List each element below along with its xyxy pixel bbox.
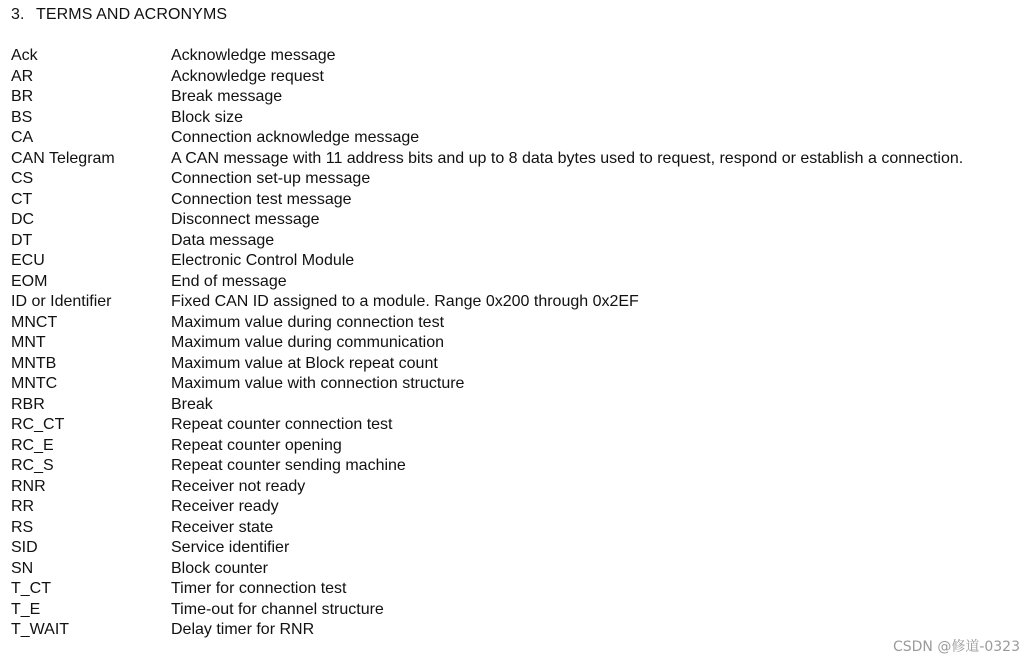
glossary-term: RR — [11, 498, 35, 515]
glossary-entry — [11, 620, 1011, 641]
glossary-term: RNR — [11, 477, 46, 495]
glossary-definition: Block counter — [171, 559, 268, 577]
glossary-definition: Connection set-up message — [171, 170, 371, 187]
glossary-term: RC_S — [11, 457, 54, 474]
glossary-term: T_E — [11, 600, 41, 618]
glossary-entry — [11, 67, 1011, 88]
glossary-term: MNT — [11, 334, 46, 351]
glossary-term: SN — [11, 559, 34, 577]
glossary-definition: Break message — [171, 88, 283, 105]
glossary-entry — [11, 518, 1011, 539]
glossary-term: Ack — [11, 47, 38, 64]
glossary-term: RC_CT — [11, 416, 65, 433]
glossary-definition: Connection acknowledge message — [171, 129, 420, 146]
glossary-term: DT — [11, 231, 33, 249]
glossary-definition: Repeat counter connection test — [171, 416, 393, 433]
glossary-entry — [11, 333, 1011, 354]
glossary-entry — [11, 600, 1011, 621]
glossary-definition: Fixed CAN ID assigned to a module. Range 0x200 through 0x2EF — [171, 293, 639, 310]
section-heading — [11, 5, 227, 25]
glossary-entry — [11, 559, 1011, 580]
section-number: 3. — [11, 6, 25, 23]
glossary-term: MNTC — [11, 375, 58, 392]
glossary-entry — [11, 579, 1011, 600]
glossary-entry — [11, 128, 1011, 149]
glossary-entry — [11, 108, 1011, 129]
glossary-definition: Timer for connection test — [171, 580, 347, 597]
glossary-term: CAN Telegram — [11, 149, 115, 167]
glossary-term: RC_E — [11, 436, 54, 454]
glossary-definition: Connection test message — [171, 190, 352, 208]
glossary-term: CT — [11, 190, 33, 208]
glossary-term: CA — [11, 129, 34, 146]
glossary-entry — [11, 149, 1011, 170]
glossary-entry — [11, 169, 1011, 190]
glossary-definition: Receiver not ready — [171, 477, 306, 495]
glossary-term: CS — [11, 170, 34, 187]
glossary-definition: Receiver ready — [171, 498, 279, 515]
glossary-definition: A CAN message with 11 address bits and up to 8 data bytes used to request, respond or establish a connection. — [171, 149, 964, 167]
glossary-definition: Repeat counter sending machine — [171, 457, 406, 474]
glossary-term: T_WAIT — [11, 621, 70, 638]
glossary-definition: End of message — [171, 272, 287, 290]
glossary-entry — [11, 292, 1011, 313]
glossary-term: EOM — [11, 272, 48, 290]
glossary-entry — [11, 313, 1011, 334]
glossary-entry — [11, 497, 1011, 518]
glossary-term: RS — [11, 518, 34, 536]
glossary-definition: Maximum value during connection test — [171, 313, 445, 331]
glossary-entry — [11, 251, 1011, 272]
glossary-definition: Maximum value during communication — [171, 334, 444, 351]
glossary-term: T_CT — [11, 580, 51, 597]
glossary-definition: Service identifier — [171, 539, 290, 556]
glossary-entry — [11, 538, 1011, 559]
glossary-entry — [11, 374, 1011, 395]
glossary-term: RBR — [11, 395, 45, 413]
glossary-term: ID or Identifier — [11, 293, 112, 310]
glossary-entry — [11, 436, 1011, 457]
glossary-entry — [11, 231, 1011, 252]
glossary-definition: Acknowledge request — [171, 67, 324, 85]
glossary-definition: Acknowledge message — [171, 47, 336, 64]
glossary-entry — [11, 456, 1011, 477]
glossary-list — [11, 46, 1011, 641]
glossary-term: MNTB — [11, 354, 57, 372]
glossary-definition: Disconnect message — [171, 211, 320, 228]
glossary-term: MNCT — [11, 313, 58, 331]
glossary-term: SID — [11, 539, 38, 556]
glossary-entry — [11, 87, 1011, 108]
glossary-term: AR — [11, 67, 34, 85]
glossary-entry — [11, 477, 1011, 498]
glossary-definition: Electronic Control Module — [171, 252, 355, 269]
glossary-entry — [11, 190, 1011, 211]
glossary-entry — [11, 272, 1011, 293]
glossary-term: DC — [11, 211, 35, 228]
glossary-entry — [11, 395, 1011, 416]
glossary-entry — [11, 415, 1011, 436]
glossary-entry — [11, 46, 1011, 67]
glossary-definition: Break — [171, 395, 213, 413]
glossary-definition: Delay timer for RNR — [171, 621, 315, 638]
glossary-entry — [11, 354, 1011, 375]
watermark: CSDN @修道-0323 — [892, 639, 1020, 655]
glossary-definition: Maximum value with connection structure — [171, 375, 465, 392]
glossary-definition: Maximum value at Block repeat count — [171, 354, 438, 372]
glossary-definition: Repeat counter opening — [171, 436, 342, 454]
glossary-definition: Block size — [171, 108, 244, 126]
glossary-definition: Time-out for channel structure — [171, 600, 384, 618]
glossary-entry — [11, 210, 1011, 231]
section-title: TERMS AND ACRONYMS — [36, 6, 228, 23]
glossary-term: BS — [11, 108, 33, 126]
glossary-term: ECU — [11, 252, 45, 269]
glossary-term: BR — [11, 88, 34, 105]
glossary-definition: Data message — [171, 231, 275, 249]
glossary-definition: Receiver state — [171, 518, 274, 536]
